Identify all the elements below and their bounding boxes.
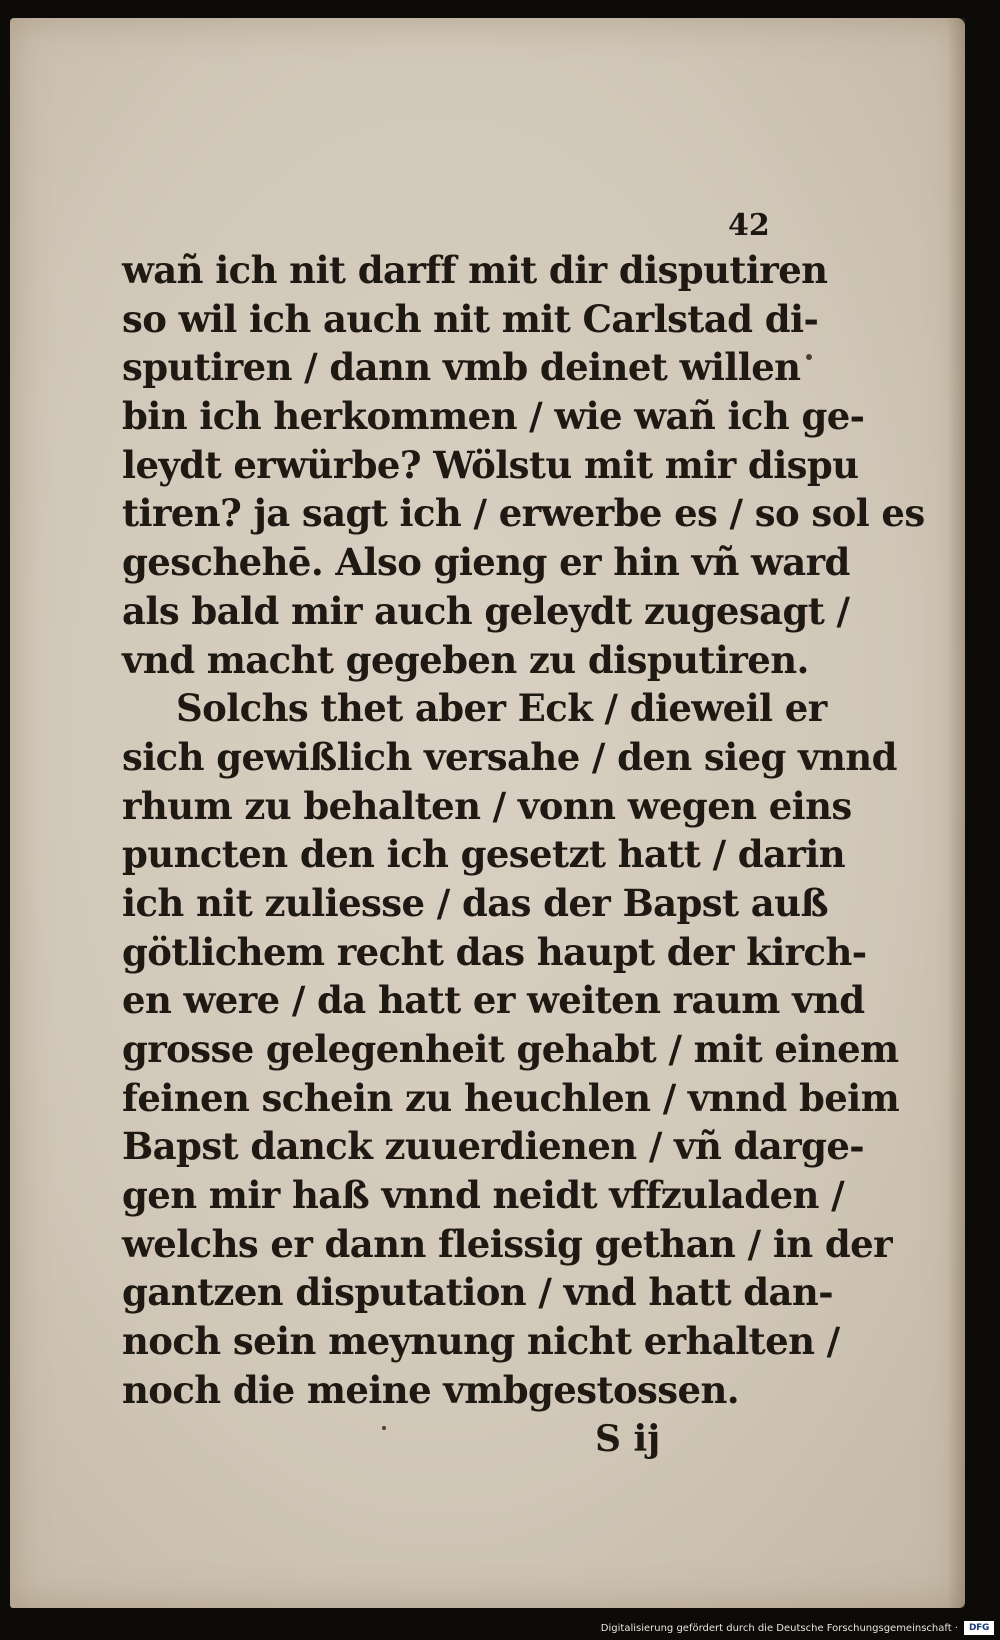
page-edge-shadow bbox=[947, 18, 965, 1608]
text-line: en were / da hatt er weiten raum vnd bbox=[122, 978, 865, 1023]
dfg-logo: DFG bbox=[964, 1621, 994, 1635]
text-line: wañ ich nit darff mit dir disputiren bbox=[122, 248, 828, 292]
text-line: gantzen disputation / vnd hatt dan- bbox=[122, 1270, 833, 1315]
text-line: als bald mir auch geleydt zugesagt / bbox=[122, 588, 850, 633]
text-line: bin ich herkommen / wie wañ ich ge- bbox=[122, 394, 865, 439]
text-line: götlichem recht das haupt der kirch- bbox=[122, 929, 867, 974]
text-line: sputiren / dann vmb deinet willen bbox=[122, 345, 801, 390]
digitization-credit: Digitalisierung gefördert durch die Deutsche Forschungsgemeinschaft · bbox=[600, 1623, 958, 1634]
text-line: vnd macht gegeben zu disputiren. bbox=[122, 637, 809, 682]
page-text bbox=[122, 246, 925, 1415]
ink-speck bbox=[806, 354, 812, 360]
text-line-paragraph-start: Solchs thet aber Eck / dieweil er bbox=[176, 686, 827, 731]
folio-number: 42 bbox=[728, 208, 770, 243]
text-line: geschehē. Also gieng er hin vñ ward bbox=[122, 540, 850, 585]
text-line: sich gewißlich versahe / den sieg vnnd bbox=[122, 734, 897, 779]
text-line: noch sein meynung nicht erhalten / bbox=[122, 1319, 840, 1364]
text-line: welchs er dann fleissig gethan / in der bbox=[122, 1221, 892, 1266]
signature-mark: S ij bbox=[595, 1418, 661, 1460]
text-line: puncten den ich gesetzt hatt / darin bbox=[122, 832, 846, 877]
text-line: leydt erwürbe? Wölstu mit mir dispu bbox=[122, 442, 859, 487]
text-line: noch die meine vmbgestossen. bbox=[122, 1367, 740, 1412]
text-line: feinen schein zu heuchlen / vnnd beim bbox=[122, 1075, 900, 1120]
ink-speck bbox=[382, 1426, 386, 1430]
text-line: so wil ich auch nit mit Carlstad di- bbox=[122, 296, 819, 341]
text-line: tiren? ja sagt ich / erwerbe es / so sol es bbox=[122, 491, 925, 536]
text-line: Bapst danck zuuerdienen / vñ darge- bbox=[122, 1124, 865, 1169]
text-line: rhum zu behalten / vonn wegen eins bbox=[122, 783, 852, 828]
text-line: ich nit zuliesse / das der Bapst auß bbox=[122, 880, 828, 925]
text-line: grosse gelegenheit gehabt / mit einem bbox=[122, 1027, 899, 1071]
text-line: gen mir haß vnnd neidt vffzuladen / bbox=[122, 1173, 845, 1218]
book-page bbox=[10, 18, 965, 1608]
